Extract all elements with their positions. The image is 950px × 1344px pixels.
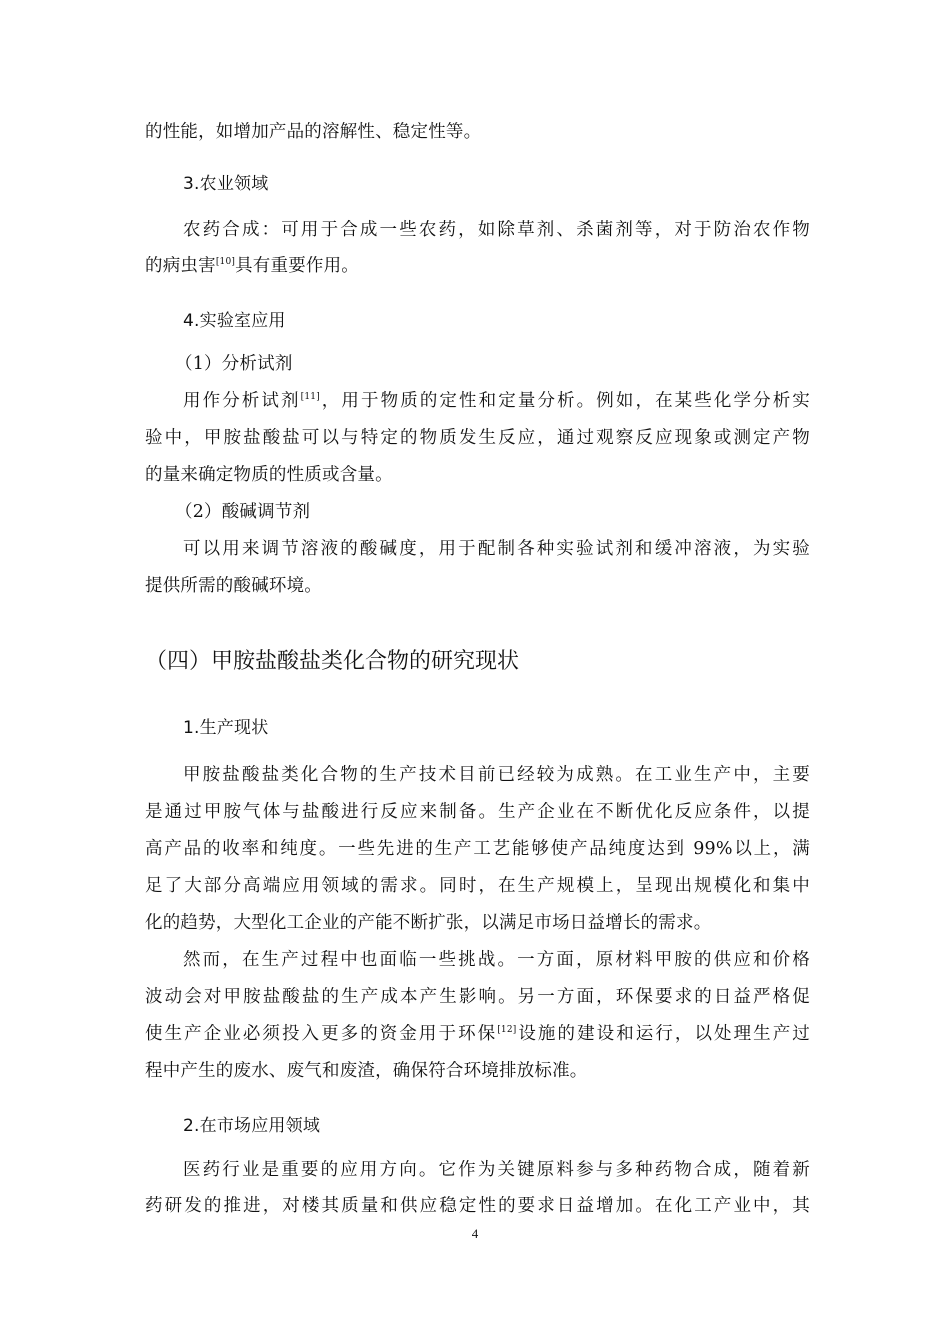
paragraph-line: 然而，在生产过程中也面临一些挑战。一方面，原材料甲胺的供应和价格 <box>183 950 810 970</box>
sub-item-heading: （2）酸碱调节剂 <box>175 502 311 522</box>
paragraph-line: 甲胺盐酸盐类化合物的生产技术目前已经较为成熟。在工业生产中，主要 <box>183 765 810 785</box>
paragraph-line: 程中产生的废水、废气和废渣，确保符合环境排放标准。 <box>145 1061 588 1081</box>
paragraph-line: 足了大部分高端应用领域的需求。同时，在生产规模上，呈现出规模化和集中 <box>145 876 810 896</box>
page-number: 4 <box>471 1226 479 1241</box>
paragraph-line: 的性能，如增加产品的溶解性、稳定性等。 <box>145 122 482 142</box>
paragraph-line: 是通过甲胺气体与盐酸进行反应来制备。生产企业在不断优化反应条件，以提 <box>145 802 810 822</box>
paragraph-line <box>145 1022 810 1046</box>
citation-ref: [11] <box>300 392 320 403</box>
subsection-heading-agriculture: 3.农业领域 <box>183 174 269 194</box>
text-run: 使生产企业必须投入更多的资金用于环保 <box>145 1024 498 1044</box>
text-run: 设施的建设和运行，以处理生产过 <box>516 1024 811 1044</box>
paragraph-line: 化的趋势，大型化工企业的产能不断扩张，以满足市场日益增长的需求。 <box>145 913 712 933</box>
paragraph-line: 高产品的收率和纯度。一些先进的生产工艺能够使产品纯度达到 99%以上，满 <box>145 839 810 859</box>
subsection-heading-market: 2.在市场应用领域 <box>183 1116 321 1136</box>
text-run: 用作分析试剂 <box>183 391 301 411</box>
subsection-heading-production: 1.生产现状 <box>183 718 269 738</box>
paragraph-line: 提供所需的酸碱环境。 <box>145 576 322 596</box>
paragraph-line: 农药合成：可用于合成一些农药，如除草剂、杀菌剂等，对于防治农作物 <box>183 220 810 240</box>
paragraph-line: 可以用来调节溶液的酸碱度，用于配制各种实验试剂和缓冲溶液，为实验 <box>183 539 810 559</box>
section-heading: （四）甲胺盐酸盐类化合物的研究现状 <box>145 649 520 674</box>
citation-ref: [10] <box>215 257 236 268</box>
citation-ref: [12] <box>497 1025 517 1036</box>
paragraph-line <box>183 389 810 413</box>
text-run: 的病虫害 <box>145 256 216 276</box>
paragraph-line: 的量来确定物质的性质或含量。 <box>145 465 393 485</box>
paragraph-line <box>145 254 810 278</box>
sub-item-heading: （1）分析试剂 <box>175 354 293 374</box>
paragraph-line: 验中，甲胺盐酸盐可以与特定的物质发生反应，通过观察反应现象或测定产物 <box>145 428 810 448</box>
text-run: 具有重要作用。 <box>235 256 359 276</box>
text-run: ，用于物质的定性和定量分析。例如，在某些化学分析实 <box>319 391 810 411</box>
paragraph-line: 波动会对甲胺盐酸盐的生产成本产生影响。另一方面，环保要求的日益严格促 <box>145 987 810 1007</box>
paragraph-line: 医药行业是重要的应用方向。它作为关键原料参与多种药物合成，随着新 <box>183 1160 810 1180</box>
paragraph-line: 药研发的推进，对楼其质量和供应稳定性的要求日益增加。在化工产业中，其 <box>145 1196 810 1216</box>
subsection-heading-lab: 4.实验室应用 <box>183 311 286 331</box>
